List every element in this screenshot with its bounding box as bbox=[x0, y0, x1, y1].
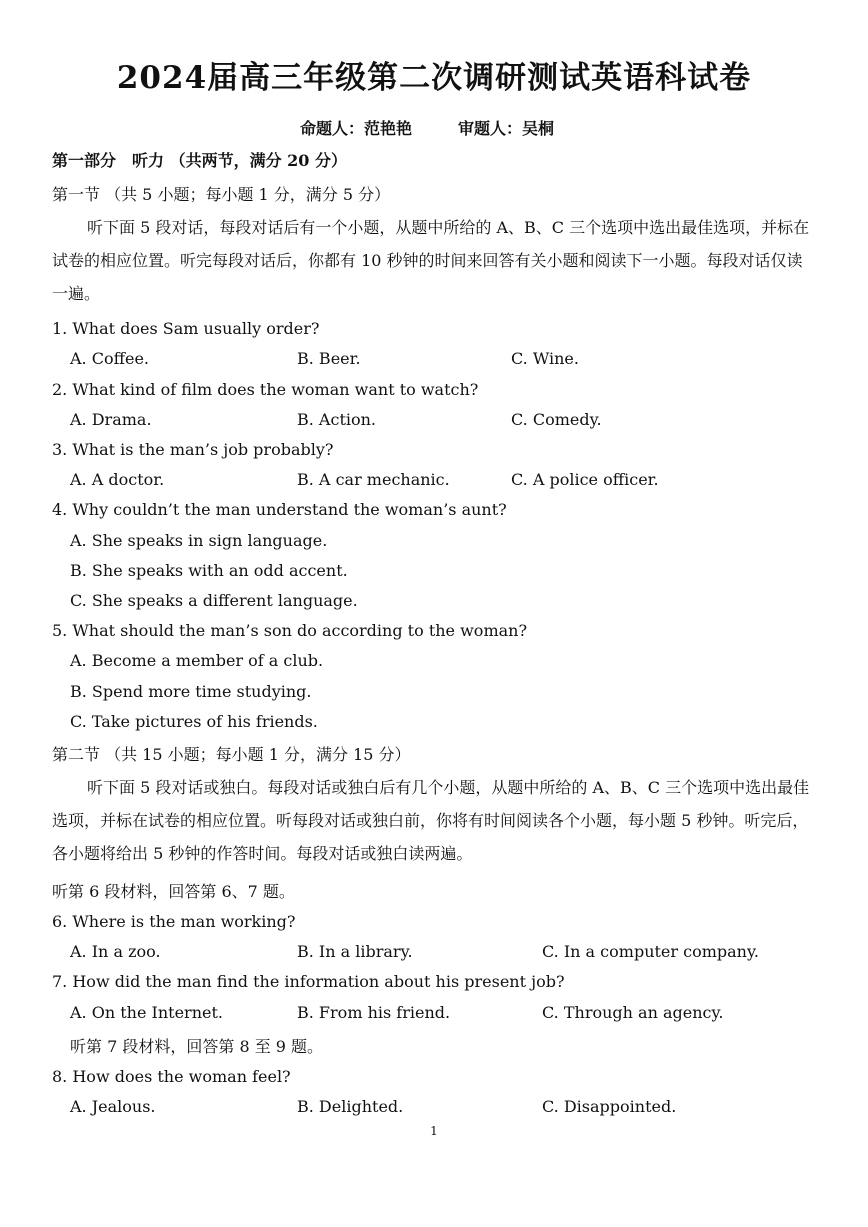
q2-option-b: B. Action. bbox=[297, 410, 377, 429]
exam-title: 2024届高三年级第二次调研测试英语科试卷 bbox=[116, 60, 752, 96]
section-two-instruction: 听下面 5 段对话或独白。每段对话或独白后有几个小题，从题中所给的 A、B、C 三个选项中选出最佳选项，并标在试卷的相应位置。听每段对话或独白前，你将有时间阅读各个小题，每小题 5 秒钟。听完后，各小题将给出 5 秒钟的作答时间。每段对话或独白读两遍。 bbox=[52, 778, 810, 863]
q3-option-a: A. A doctor. bbox=[70, 470, 165, 489]
part-one-heading: 第一部分 听力 （共两节，满分 20 分） bbox=[52, 151, 347, 170]
question-reviewer: 审题人：吴桐 bbox=[458, 119, 555, 138]
section-one-instruction: 听下面 5 段对话，每段对话后有一个小题，从题中所给的 A、B、C 三个选项中选出最佳选项，并标在试卷的相应位置。听完每段对话后，你都有 10 秒钟的时间来回答有关小题和阅读下一小题。每段对话仅读一遍。 bbox=[52, 218, 810, 303]
q7-option-c: C. Through an agency. bbox=[542, 1003, 724, 1022]
q6-option-b: B. In a library. bbox=[297, 942, 413, 961]
question-4: 4. Why couldn’t the man understand the woman’s aunt? bbox=[52, 500, 507, 519]
question-1: 1. What does Sam usually order? bbox=[52, 319, 320, 338]
authors-line bbox=[300, 116, 600, 139]
q2-option-a: A. Drama. bbox=[70, 410, 152, 429]
question-5: 5. What should the man’s son do according to the woman? bbox=[52, 621, 528, 640]
q1-option-c: C. Wine. bbox=[511, 349, 579, 368]
page-number: 1 bbox=[430, 1124, 438, 1138]
q4-option-c: C. She speaks a different language. bbox=[70, 591, 358, 610]
q5-option-a: A. Become a member of a club. bbox=[70, 651, 324, 670]
question-3: 3. What is the man’s job probably? bbox=[52, 440, 334, 459]
q1-option-a: A. Coffee. bbox=[70, 349, 149, 368]
q3-option-b: B. A car mechanic. bbox=[297, 470, 450, 489]
question-7: 7. How did the man find the information about his present job? bbox=[52, 972, 565, 991]
q3-option-c: C. A police officer. bbox=[511, 470, 659, 489]
q5-option-b: B. Spend more time studying. bbox=[70, 682, 312, 701]
q7-option-b: B. From his friend. bbox=[297, 1003, 451, 1022]
material-6-note: 听第 6 段材料，回答第 6、7 题。 bbox=[52, 882, 295, 901]
q8-option-c: C. Disappointed. bbox=[542, 1097, 677, 1116]
q1-option-b: B. Beer. bbox=[297, 349, 361, 368]
question-6: 6. Where is the man working? bbox=[52, 912, 296, 931]
q5-option-c: C. Take pictures of his friends. bbox=[70, 712, 318, 731]
question-setter: 命题人：范艳艳 bbox=[300, 119, 413, 138]
q4-option-a: A. She speaks in sign language. bbox=[70, 531, 328, 550]
q4-option-b: B. She speaks with an odd accent. bbox=[70, 561, 348, 580]
q6-option-a: A. In a zoo. bbox=[70, 942, 161, 961]
section-two-heading: 第二节 （共 15 小题；每小题 1 分，满分 15 分） bbox=[52, 745, 411, 764]
material-7-note: 听第 7 段材料，回答第 8 至 9 题。 bbox=[70, 1037, 324, 1056]
question-2: 2. What kind of film does the woman want to watch? bbox=[52, 380, 479, 399]
q2-option-c: C. Comedy. bbox=[511, 410, 602, 429]
section-one-heading: 第一节 （共 5 小题；每小题 1 分，满分 5 分） bbox=[52, 185, 391, 204]
question-8: 8. How does the woman feel? bbox=[52, 1067, 291, 1086]
q8-option-b: B. Delighted. bbox=[297, 1097, 404, 1116]
q8-option-a: A. Jealous. bbox=[70, 1097, 156, 1116]
q7-option-a: A. On the Internet. bbox=[70, 1003, 223, 1022]
q6-option-c: C. In a computer company. bbox=[542, 942, 759, 961]
